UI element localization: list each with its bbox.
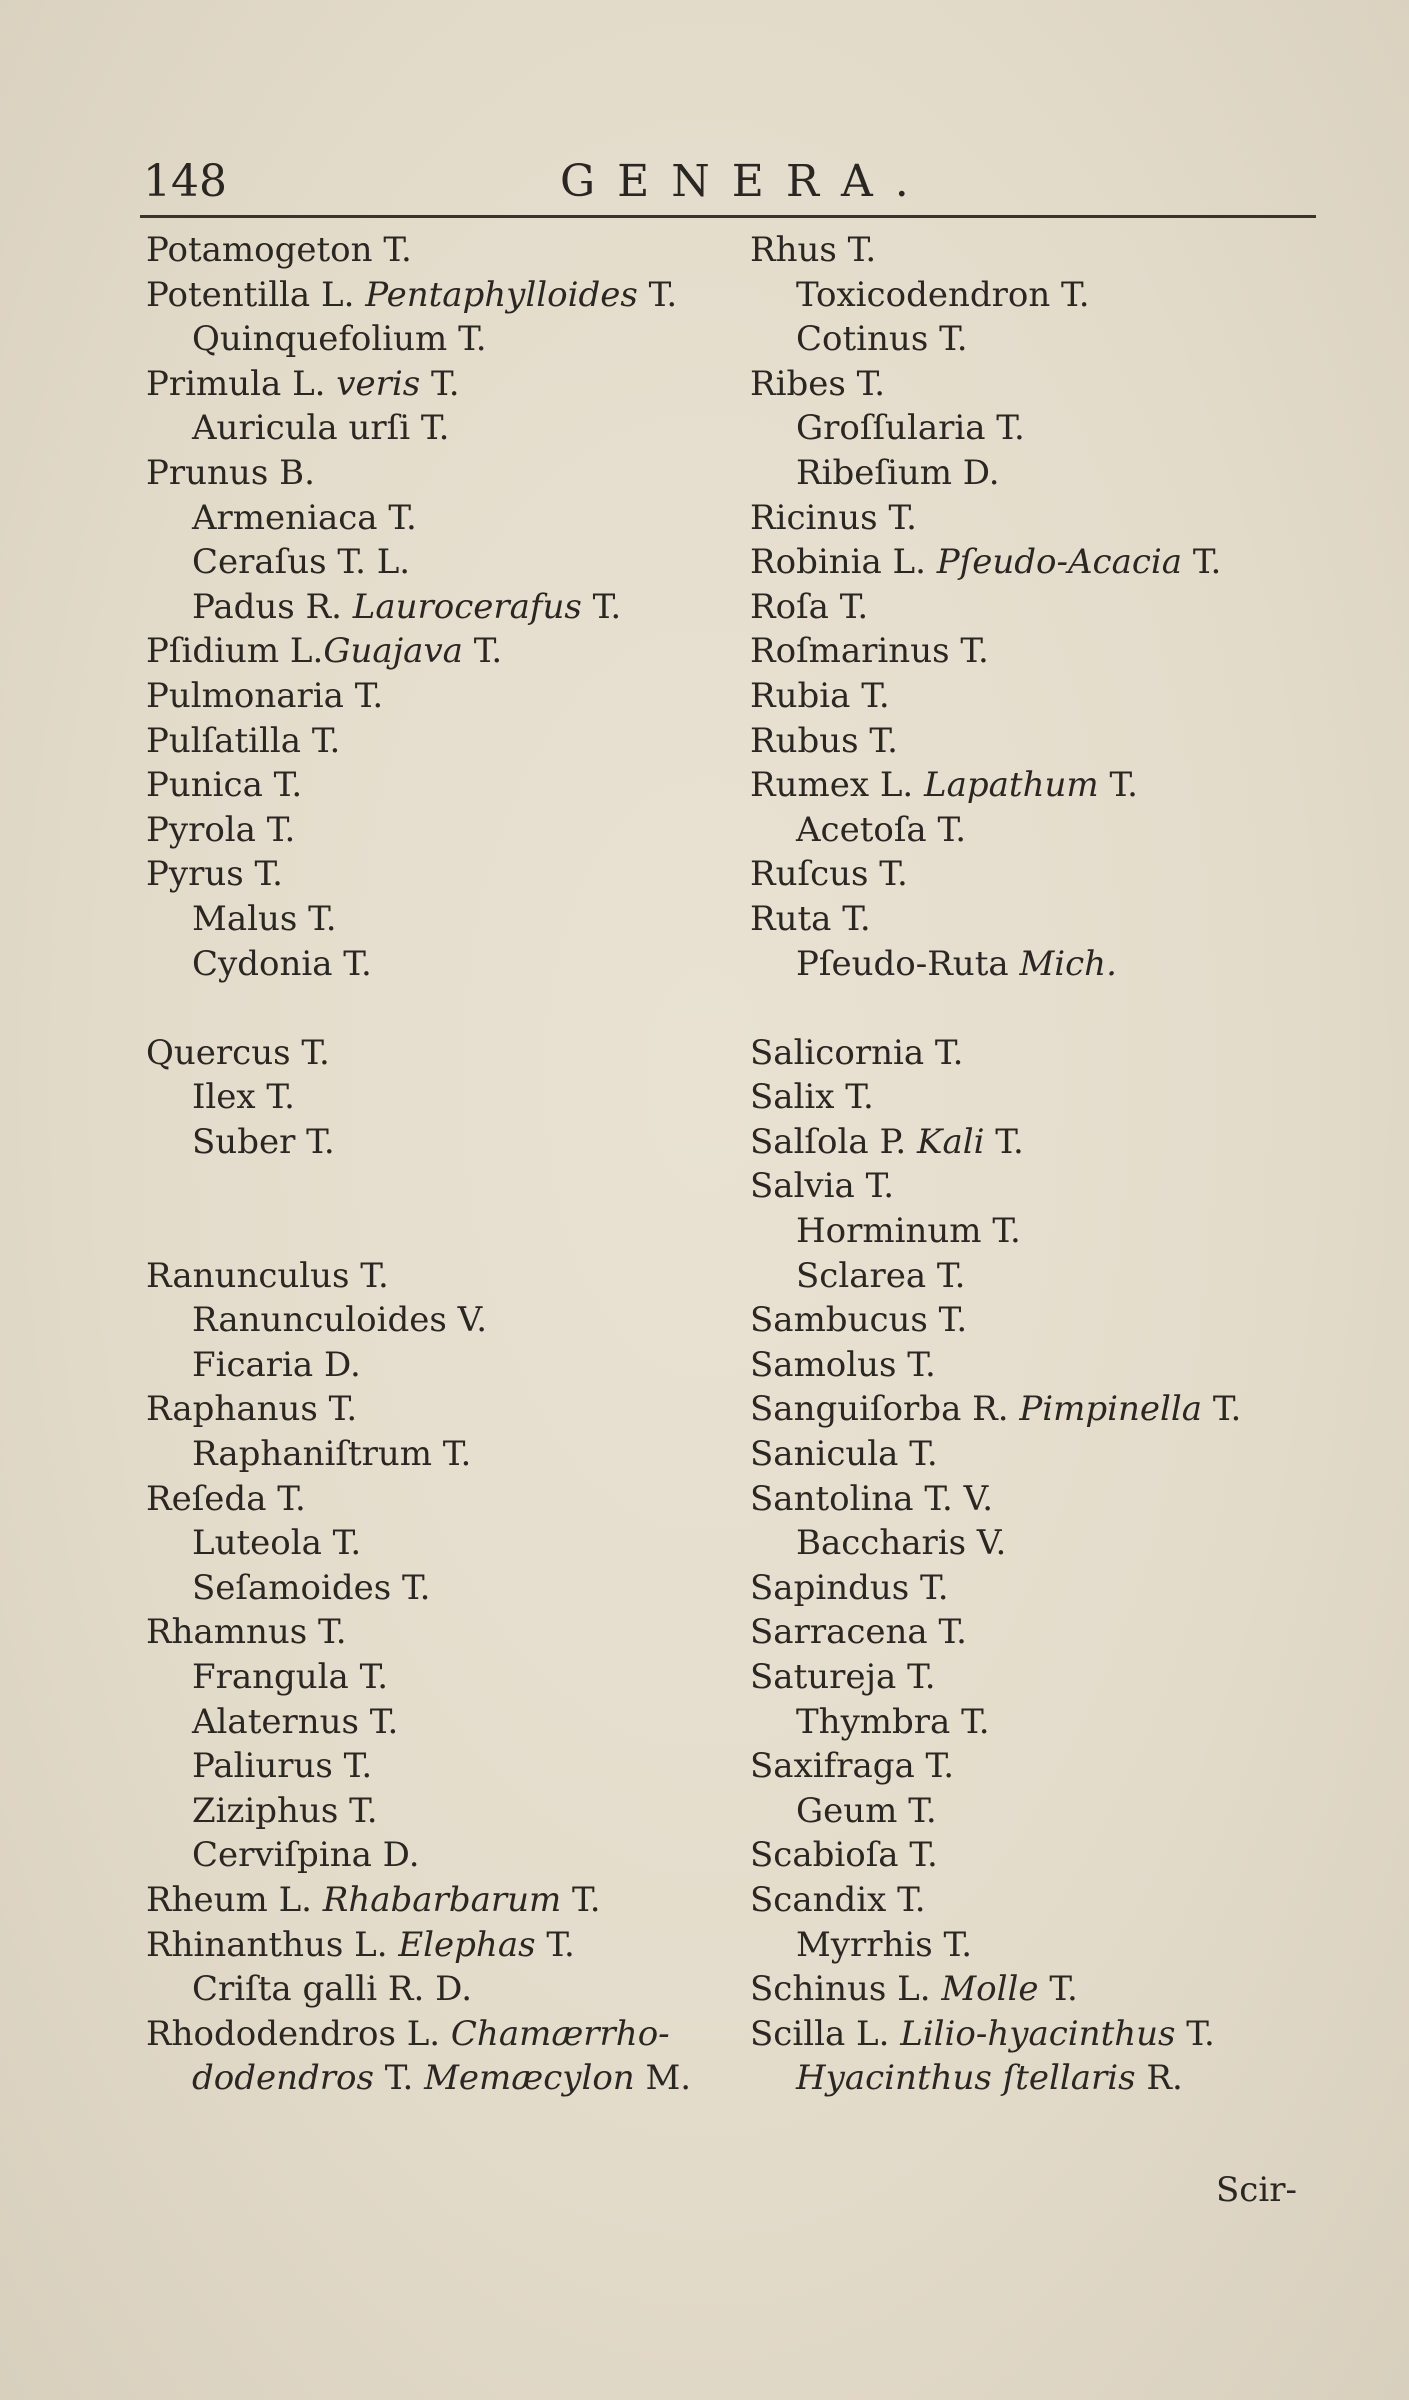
- entry-text: T.: [581, 586, 622, 627]
- entry-italic-text: Memæcylon: [424, 2058, 635, 2099]
- genus-entry: [146, 2056, 746, 2101]
- entry-text: Ranunculus T.: [146, 1255, 389, 1296]
- entry-text: T.: [1038, 1969, 1078, 2010]
- genus-entry: [146, 406, 746, 451]
- entry-text: Luteola T.: [192, 1523, 362, 1564]
- entry-text: Robinia L.: [750, 542, 937, 583]
- entry-text: Raphaniſtrum T.: [192, 1434, 472, 1475]
- genus-entry: [146, 763, 746, 808]
- entry-italic-text: Lilio-hyacinthus: [900, 2013, 1176, 2054]
- genus-entry: [750, 1432, 1370, 1477]
- genus-entry: [750, 674, 1370, 719]
- genus-entry: [146, 1075, 746, 1120]
- entry-italic-text: Pimpinella: [1019, 1389, 1203, 1430]
- genus-entry: [146, 496, 746, 541]
- entry-text: Paliurus T.: [192, 1746, 373, 1787]
- genus-entry: [750, 362, 1370, 407]
- entry-text: Pyrola T.: [146, 809, 296, 850]
- entry-text: Rhododendros L.: [146, 2013, 451, 2054]
- entry-text: Rhus T.: [750, 230, 877, 270]
- entry-text: R.: [1135, 2058, 1183, 2099]
- entry-text: Ruſcus T.: [750, 854, 908, 895]
- genus-entry: [146, 1521, 746, 1566]
- page-number: 148: [143, 156, 227, 207]
- genus-entry: [146, 228, 746, 273]
- entry-text: Pſeudo-Ruta: [796, 943, 1020, 984]
- genus-entry: [146, 1878, 746, 1923]
- entry-text: Scandix T.: [750, 1879, 926, 1920]
- genus-entry: [750, 540, 1370, 585]
- genus-entry: [146, 2012, 746, 2057]
- entry-text: Cerviſpina D.: [192, 1835, 420, 1876]
- genus-entry: [750, 585, 1370, 630]
- entry-text: Ruta T.: [750, 898, 871, 939]
- entry-italic-text: Pentaphylloides: [365, 274, 638, 315]
- genus-entry: [750, 496, 1370, 541]
- entry-text: T.: [373, 2058, 425, 2099]
- entry-text: Rumex L.: [750, 765, 925, 806]
- entry-text: Prunus B.: [146, 452, 315, 493]
- entry-text: Sclarea T.: [796, 1255, 966, 1296]
- genus-entry: [750, 2012, 1370, 2057]
- genus-entry: [750, 1655, 1370, 1700]
- genus-entry: [146, 1789, 746, 1834]
- entry-text: Sarracena T.: [750, 1612, 967, 1653]
- genus-entry: [146, 1744, 746, 1789]
- catchword: Scir-: [1216, 2170, 1297, 2210]
- genus-entry: [750, 2056, 1370, 2101]
- genus-entry: [750, 406, 1370, 451]
- entry-text: Rubus T.: [750, 720, 898, 761]
- genus-entry: [750, 228, 1370, 273]
- genus-entry: [146, 362, 746, 407]
- genus-entry: [750, 1343, 1370, 1388]
- entry-text: T.: [1175, 2013, 1215, 2054]
- genus-entry: [146, 317, 746, 362]
- right-column: [750, 228, 1370, 2101]
- entry-text: Myrrhis T.: [796, 1924, 973, 1965]
- genus-entry: [146, 808, 746, 853]
- genus-entry: [146, 719, 746, 764]
- genus-entry: [146, 1387, 746, 1432]
- genus-entry: [750, 451, 1370, 496]
- blank-line: [146, 1209, 746, 1254]
- genus-entry: [146, 674, 746, 719]
- entry-italic-text: Rhabarbarum: [322, 1879, 562, 1920]
- entry-text: Reſeda T.: [146, 1478, 306, 1519]
- entry-text: Ilex T.: [192, 1077, 295, 1118]
- entry-text: Toxicodendron T.: [796, 274, 1090, 315]
- genus-entry: [750, 1298, 1370, 1343]
- genus-entry: [750, 1566, 1370, 1611]
- genus-entry: [146, 629, 746, 674]
- entry-text: Frangula T.: [192, 1657, 389, 1697]
- entry-text: Ricinus T.: [750, 497, 917, 538]
- entry-text: M.: [634, 2058, 692, 2099]
- entry-text: Horminum T.: [796, 1211, 1021, 1252]
- entry-text: Sambucus T.: [750, 1300, 968, 1341]
- entry-text: Cotinus T.: [796, 319, 968, 360]
- entry-text: Potentilla L.: [146, 274, 366, 315]
- entry-italic-text: Kali: [917, 1121, 985, 1162]
- entry-text: Armeniaca T.: [192, 497, 417, 538]
- entry-text: Quinquefolium T.: [192, 319, 487, 360]
- entry-text: Ribeſium D.: [796, 452, 1000, 493]
- entry-text: Geum T.: [796, 1790, 937, 1831]
- genus-entry: [750, 1209, 1370, 1254]
- genus-entry: [750, 1120, 1370, 1165]
- entry-text: Salix T.: [750, 1077, 874, 1118]
- entry-text: Roſa T.: [750, 586, 869, 627]
- genus-entry: [146, 1031, 746, 1076]
- entry-text: Scabioſa T.: [750, 1835, 938, 1876]
- genus-entry: [146, 897, 746, 942]
- entry-text: Thymbra T.: [796, 1701, 990, 1742]
- genus-entry: [146, 1254, 746, 1299]
- entry-text: T.: [637, 274, 678, 315]
- entry-italic-text: Pſeudo-Acacia: [936, 542, 1183, 583]
- entry-text: Suber T.: [192, 1121, 335, 1162]
- genus-entry: [750, 1075, 1370, 1120]
- entry-text: Malus T.: [192, 898, 337, 939]
- entry-text: Ceraſus T. L.: [192, 542, 411, 583]
- entry-text: Acetoſa T.: [796, 809, 966, 850]
- entry-text: T.: [1098, 765, 1138, 806]
- genus-entry: [750, 763, 1370, 808]
- entry-text: Scilla L.: [750, 2013, 901, 2054]
- entry-text: Raphanus T.: [146, 1389, 358, 1430]
- genus-entry: [146, 273, 746, 318]
- genus-entry: [146, 585, 746, 630]
- genus-entry: [750, 1254, 1370, 1299]
- blank-line: [146, 986, 746, 1031]
- genus-entry: [750, 1031, 1370, 1076]
- entry-text: Groſſularia T.: [796, 408, 1025, 449]
- entry-italic-text: Guajava: [323, 631, 463, 672]
- entry-text: T.: [420, 363, 460, 404]
- entry-italic-text: Hyacinthus ſtellaris: [796, 2058, 1136, 2099]
- genus-entry: [750, 1923, 1370, 1968]
- entry-text: Samolus T.: [750, 1344, 936, 1385]
- genus-entry: [750, 317, 1370, 362]
- entry-text: Ficaria D.: [192, 1344, 361, 1385]
- entry-text: Rubia T.: [750, 675, 890, 716]
- genus-entry: [146, 1655, 746, 1700]
- genus-entry: [146, 1343, 746, 1388]
- entry-italic-text: veris: [336, 363, 421, 404]
- genus-entry: [146, 1477, 746, 1522]
- entry-text: Santolina T. V.: [750, 1478, 994, 1519]
- entry-text: Pſidium L.: [146, 631, 324, 672]
- entry-text: Rheum L.: [146, 1879, 323, 1920]
- entry-text: Ribes T.: [750, 363, 886, 404]
- entry-text: Pyrus T.: [146, 854, 283, 895]
- genus-entry: [750, 1521, 1370, 1566]
- left-column: [146, 228, 746, 2101]
- genus-entry: [750, 1477, 1370, 1522]
- entry-text: Sanicula T.: [750, 1434, 938, 1475]
- genus-entry: [750, 1789, 1370, 1834]
- entry-text: Rhinanthus L.: [146, 1924, 399, 1965]
- entry-italic-text: Molle: [941, 1969, 1039, 2010]
- entry-text: T.: [1182, 542, 1222, 583]
- genus-entry: [750, 942, 1370, 987]
- genus-entry: [750, 1387, 1370, 1432]
- genus-entry: [750, 1967, 1370, 2012]
- entry-italic-text: Lapathum: [924, 765, 1099, 806]
- genus-entry: [750, 808, 1370, 853]
- entry-text: Ziziphus T.: [192, 1790, 378, 1831]
- genus-entry: [750, 897, 1370, 942]
- genus-entry: [750, 1610, 1370, 1655]
- blank-line: [146, 1164, 746, 1209]
- genus-entry: [750, 719, 1370, 764]
- entry-text: Seſamoides T.: [192, 1567, 431, 1608]
- genus-entry: [750, 273, 1370, 318]
- entry-text: Criſta galli R. D.: [192, 1969, 473, 2010]
- genus-entry: [146, 1967, 746, 2012]
- genus-entry: [750, 1700, 1370, 1745]
- page-header: [0, 150, 1409, 210]
- entry-italic-text: Elephas: [398, 1924, 536, 1965]
- header-rule: [140, 215, 1316, 218]
- entry-italic-text: dodendros: [192, 2058, 374, 2099]
- entry-text: Pulmonaria T.: [146, 675, 384, 716]
- entry-text: Schinus L.: [750, 1969, 942, 2010]
- entry-text: Satureja T.: [750, 1657, 936, 1697]
- entry-text: T.: [535, 1924, 575, 1965]
- entry-text: Salicornia T.: [750, 1032, 964, 1073]
- genus-entry: [750, 1878, 1370, 1923]
- entry-text: Cydonia T.: [192, 943, 372, 984]
- running-title: GENERA.: [560, 156, 931, 207]
- genus-entry: [750, 1833, 1370, 1878]
- genus-entry: [146, 942, 746, 987]
- entry-text: Sapindus T.: [750, 1567, 949, 1608]
- genus-entry: [146, 852, 746, 897]
- entry-text: Primula L.: [146, 363, 337, 404]
- genus-entry: [146, 1432, 746, 1477]
- genus-entry: [146, 1120, 746, 1165]
- entry-italic-text: Laurocerafus: [352, 586, 582, 627]
- genus-entry: [146, 451, 746, 496]
- entry-text: Salſola P.: [750, 1121, 918, 1162]
- genus-entry: [750, 1164, 1370, 1209]
- entry-text: Salvia T.: [750, 1166, 895, 1207]
- entry-italic-text: Mich.: [1019, 943, 1117, 984]
- entry-text: Saxifraga T.: [750, 1746, 955, 1787]
- entry-text: Ranunculoides V.: [192, 1300, 488, 1341]
- entry-text: Quercus T.: [146, 1032, 330, 1073]
- entry-text: Sanguiſorba R.: [750, 1389, 1020, 1430]
- entry-text: T.: [984, 1121, 1024, 1162]
- genus-entry: [146, 1700, 746, 1745]
- genus-entry: [146, 1833, 746, 1878]
- genus-entry: [750, 852, 1370, 897]
- genus-entry: [146, 1566, 746, 1611]
- entry-text: Potamogeton T.: [146, 230, 412, 270]
- entry-text: Punica T.: [146, 765, 303, 806]
- genus-entry: [146, 1298, 746, 1343]
- entry-text: Alaternus T.: [192, 1701, 399, 1742]
- genus-entry: [750, 629, 1370, 674]
- entry-text: Roſmarinus T.: [750, 631, 989, 672]
- entry-italic-text: Chamærrho-: [450, 2013, 670, 2054]
- entry-text: Auricula urſi T.: [192, 408, 450, 449]
- genus-entry: [146, 1610, 746, 1655]
- entry-text: Rhamnus T.: [146, 1612, 347, 1653]
- genus-entry: [146, 540, 746, 585]
- entry-text: T.: [1202, 1389, 1242, 1430]
- entry-text: T.: [561, 1879, 601, 1920]
- genus-entry: [146, 1923, 746, 1968]
- entry-text: Baccharis V.: [796, 1523, 1007, 1564]
- blank-line: [750, 986, 1370, 1031]
- entry-text: T.: [462, 631, 503, 672]
- entry-text: Padus R.: [192, 586, 353, 627]
- entry-text: Pulſatilla T.: [146, 720, 341, 761]
- genus-entry: [750, 1744, 1370, 1789]
